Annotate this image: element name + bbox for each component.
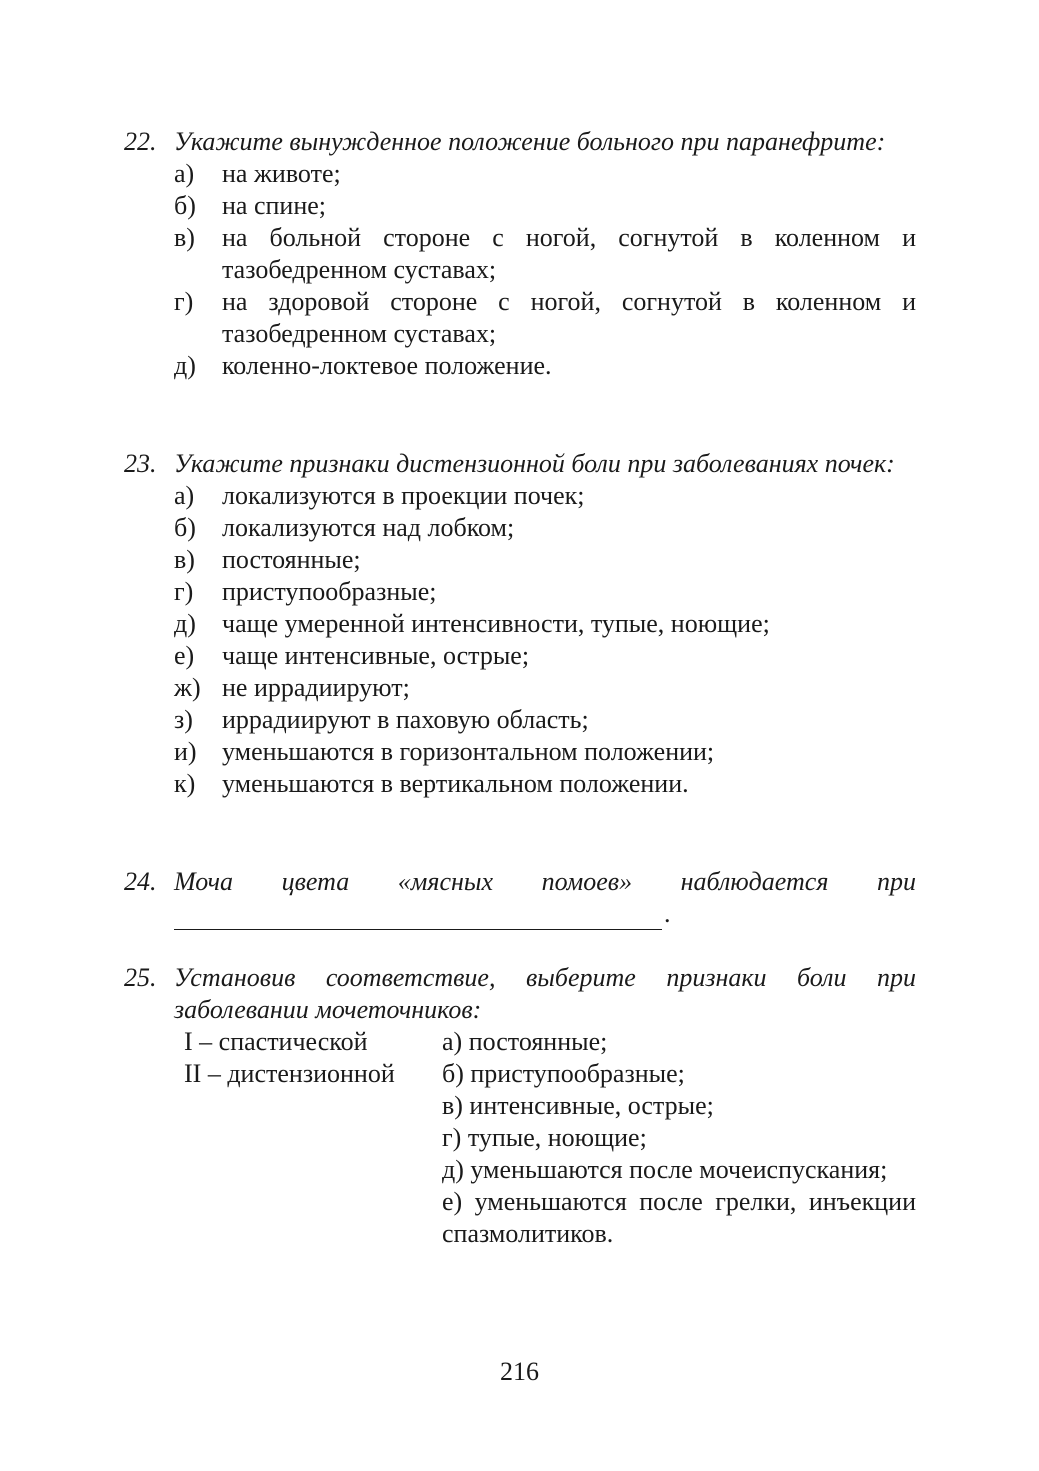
option-g xyxy=(174,576,916,608)
option-letter: к) xyxy=(174,769,196,798)
option-text: коленно-локтевое положение. xyxy=(222,351,552,380)
question-text: Установив соответствие, выберите признаки боли при заболевании мочеточников: xyxy=(174,963,916,1024)
option-letter: в) xyxy=(174,223,195,252)
option-z xyxy=(174,704,916,736)
option-text: на больной стороне с ногой, согнутой в коленном и тазобедренном суставах; xyxy=(222,223,916,284)
matching-right-item: е) уменьшаются после грелки, инъекции спазмолитиков. xyxy=(442,1187,916,1248)
option-text: не иррадиируют; xyxy=(222,673,410,702)
option-text: уменьшаются в вертикальном положении. xyxy=(222,769,689,798)
option-a xyxy=(174,158,916,190)
question-header xyxy=(124,448,916,480)
option-text: иррадиируют в паховую область; xyxy=(222,705,589,734)
option-b xyxy=(174,512,916,544)
option-letter: д) xyxy=(174,609,196,638)
option-text: постоянные; xyxy=(222,545,361,574)
option-a xyxy=(174,480,916,512)
question-text: Укажите признаки дистензионной боли при заболеваниях почек: xyxy=(174,449,895,478)
option-i xyxy=(174,736,916,768)
question-25 xyxy=(124,962,916,1250)
option-letter: и) xyxy=(174,737,197,766)
matching-right-column xyxy=(442,1026,916,1250)
option-letter: б) xyxy=(174,191,196,220)
option-text: локализуются над лобком; xyxy=(222,513,515,542)
option-b xyxy=(174,190,916,222)
option-v xyxy=(174,544,916,576)
question-header xyxy=(124,866,916,898)
answer-options xyxy=(174,158,916,382)
option-letter: д) xyxy=(174,351,196,380)
option-letter: б) xyxy=(174,513,196,542)
option-zh xyxy=(174,672,916,704)
option-text: локализуются в проекции почек; xyxy=(222,481,585,510)
option-letter: а) xyxy=(174,159,195,188)
option-text: уменьшаются в горизонтальном положении; xyxy=(222,737,715,766)
option-g xyxy=(174,286,916,350)
page-number: 216 xyxy=(500,1357,539,1386)
option-k xyxy=(174,768,916,800)
option-letter: з) xyxy=(174,705,193,734)
option-letter: г) xyxy=(174,287,194,316)
option-text: чаще интенсивные, острые; xyxy=(222,641,530,670)
question-number: 22. xyxy=(124,127,157,156)
option-text: чаще умеренной интенсивности, тупые, ноющие; xyxy=(222,609,770,638)
answer-options xyxy=(174,480,916,800)
option-d xyxy=(174,350,916,382)
matching-left-column xyxy=(184,1026,442,1250)
matching-right-item: а) постоянные; xyxy=(442,1027,608,1056)
option-v xyxy=(174,222,916,286)
question-23 xyxy=(124,448,916,800)
matching-right-item: д) уменьшаются после мочеиспускания; xyxy=(442,1155,888,1184)
option-letter: в) xyxy=(174,545,195,574)
option-d xyxy=(174,608,916,640)
question-text: Укажите вынужденное положение больного при паранефрите: xyxy=(174,127,886,156)
option-e xyxy=(174,640,916,672)
option-letter: г) xyxy=(174,577,194,606)
matching-left-item: II – дистензионной xyxy=(184,1059,395,1088)
matching-right-item: г) тупые, ноющие; xyxy=(442,1123,647,1152)
question-number: 25. xyxy=(124,963,157,992)
option-letter: е) xyxy=(174,641,195,670)
option-letter: а) xyxy=(174,481,195,510)
question-header xyxy=(124,126,916,158)
answer-blank-line[interactable] xyxy=(174,907,662,930)
matching-right-item: б) приступообразные; xyxy=(442,1059,685,1088)
matching-right-item: в) интенсивные, острые; xyxy=(442,1091,714,1120)
matching-table xyxy=(184,1026,916,1250)
question-number: 23. xyxy=(124,449,157,478)
option-text: на животе; xyxy=(222,159,341,188)
question-24 xyxy=(124,866,916,930)
option-letter: ж) xyxy=(174,673,201,702)
answer-blank-period: . xyxy=(664,899,671,928)
fill-in-answer xyxy=(174,898,916,930)
question-header xyxy=(124,962,916,1026)
question-number: 24. xyxy=(124,867,157,896)
option-text: на здоровой стороне с ногой, согнутой в коленном и тазобедренном суставах; xyxy=(222,287,916,348)
option-text: на спине; xyxy=(222,191,326,220)
question-text: Моча цвета «мясных помоев» наблюдается при xyxy=(174,867,916,896)
question-22 xyxy=(124,126,916,382)
matching-left-item: I – спастической xyxy=(184,1027,368,1056)
option-text: приступообразные; xyxy=(222,577,437,606)
